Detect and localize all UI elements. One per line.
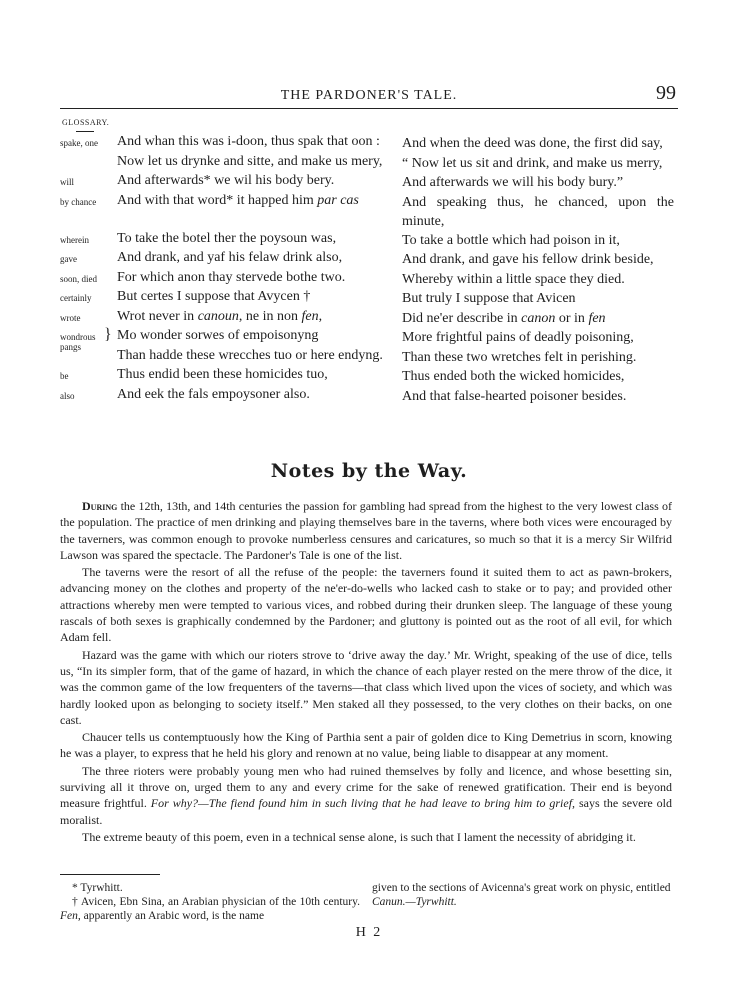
footnote-text: † Avicen, Ebn Sina, an Arabian physician of the 10th century.: [72, 896, 360, 908]
middle-english-line: Mo wonder sorwes of empoisonyng: [117, 328, 319, 343]
footnote-text: apparently an Arabic word, is the name: [80, 910, 265, 922]
modern-english-line: And speaking thus, he chanced, upon the minute,: [402, 194, 674, 229]
middle-english-line: And with that word* it happed him par cas: [117, 192, 359, 208]
poem-row: [0, 250, 738, 270]
header-rule: [60, 108, 678, 109]
gloss-note: soon, died: [60, 273, 97, 284]
drop-lead-word: During: [82, 499, 118, 513]
modern-english-line: To take a bottle which had poison in it,: [402, 232, 620, 248]
gloss-note: gave: [60, 254, 77, 264]
italic-quote: For why?—The fiend found him in such living that he had leave to bring him to grief,: [150, 796, 576, 811]
modern-english-line: Whereby within a little space they died.: [402, 271, 625, 287]
middle-english-line: Wrot never in canoun, ne in non fen,: [117, 308, 323, 324]
paragraph-text: The three rioters were probably young men who had ruined themselves by folly and licence, and whose besetting sin, surviving all it throve on, urged them to any and every crime for the sake of renewed gratification. Their end is beyond measure frightful.: [60, 763, 672, 811]
poem-section: [0, 134, 738, 406]
signature-mark: H 2: [355, 925, 383, 940]
glossary-heading: GLOSSARY.: [62, 118, 110, 127]
modern-english-line: And when the deed was done, the first did say,: [402, 136, 663, 151]
poem-row: [0, 326, 738, 352]
poem-row: [0, 289, 738, 309]
modern-english-line: “ Now let us sit and drink, and make us merry,: [402, 155, 663, 171]
modern-english-line: And that false-hearted poisoner besides.: [402, 388, 627, 404]
notes-paragraph: The extreme beauty of this poem, even in a technical sense alone, is such that I lament the necessity of abridging it.: [82, 829, 636, 844]
gloss-note: spake, one: [60, 138, 98, 148]
poem-row: [0, 348, 738, 368]
middle-english-line: And eek the fals empoysoner also.: [117, 386, 310, 402]
modern-english-line: And drank, and gave his fellow drink beside,: [402, 252, 654, 267]
footnote-italic: Fen,: [60, 910, 81, 922]
notes-paragraph: [60, 763, 672, 828]
gloss-note: by chance: [60, 196, 97, 207]
gloss-note: wrote: [60, 312, 81, 323]
gloss-note: will: [60, 177, 75, 187]
footnotes-left: [60, 881, 360, 923]
modern-english-line: But truly I suppose that Avicen: [402, 291, 576, 306]
gloss-note: be: [60, 371, 69, 381]
gloss-note: wondrous pangs: [60, 332, 96, 352]
gloss-note: certainly: [60, 293, 92, 303]
middle-english-line: Now let us drynke and sitte, and make us mery,: [117, 153, 383, 169]
poem-row: [0, 270, 738, 290]
paragraph-text: says the severe old moralist.: [60, 796, 672, 827]
poem-row: [0, 367, 738, 387]
modern-english-line: Than these two wretches felt in perishing.: [402, 349, 637, 365]
middle-english-line: To take the botel ther the poysoun was,: [117, 230, 337, 246]
modern-english-line: More frightful pains of deadly poisoning,: [402, 330, 634, 345]
middle-english-line: But certes I suppose that Avycen †: [117, 289, 311, 304]
poem-row: [0, 387, 738, 407]
paragraph-text: the 12th, 13th, and 14th centuries the passion for gambling had spread from the highest to the very lowest class of the population. The practice of men drinking and playing themselves bare in the taverns, where both vices were encouraged by the taverners, was common enough to provoke numberless censures and caricatures, so much so that it is a mercy Sir Wilfrid Lawson was spared the spectacle. The Pardoner's Tale is one of the list.: [60, 499, 672, 562]
middle-english-line: Thus endid been these homicides tuo,: [117, 367, 328, 382]
modern-english-line: Did ne'er describe in canon or in fen: [402, 310, 606, 326]
middle-english-line: Than hadde these wrecches tuo or here endyng.: [117, 347, 383, 363]
notes-body: [60, 498, 672, 846]
footnotes-right: [372, 881, 672, 909]
footnote-text: given to the sections of Avicenna's great work on physic, entitled: [372, 882, 671, 894]
footnote: * Tyrwhitt.: [72, 882, 123, 894]
poem-row: [0, 231, 738, 251]
running-header: THE PARDONER'S TALE.: [280, 88, 458, 103]
poem-row: [0, 173, 738, 193]
modern-english-line: And afterwards we will his body bury.”: [402, 175, 624, 190]
middle-english-line: And afterwards* we wil his body bery.: [117, 173, 335, 188]
notes-paragraph: [60, 498, 672, 563]
notes-paragraph: The taverns were the resort of all the refuse of the people: the taverners found it suited them to act as pawn-brokers, advancing money on the clothes and property of the ne'er-do-wells who lacked cash to stake or to pay; and provided other attractions whereby men were tempted to various vices, and robbed during their drunken sleep. The language of these young rascals of both sexes is graphically condemned by the Pardoner; and gluttony is pointed out as the root of all evil, for which Adam fell.: [60, 565, 672, 645]
glossary-rule: [76, 131, 94, 132]
poem-row: [0, 134, 738, 154]
footnote-italic: Canun.—Tyrwhitt.: [372, 896, 457, 908]
middle-english-line: For which anon thay stervede bothe two.: [117, 269, 346, 285]
poem-row: [0, 193, 738, 231]
poem-row: [0, 154, 738, 174]
page-number: 99: [656, 82, 676, 104]
footnote-rule: [60, 874, 160, 875]
section-title: Notes by the Way.: [270, 460, 468, 482]
middle-english-line: And drank, and yaf his felaw drink also,: [117, 250, 343, 265]
middle-english-line: And whan this was i-doon, thus spak that oon :: [117, 134, 380, 149]
brace-icon: }: [104, 326, 112, 343]
footnote: [60, 895, 360, 923]
notes-paragraph: Hazard was the game with which our rioters strove to ‘drive away the day.’ Mr. Wright, speaking of the use of dice, tells us, “In its simpler form, that of the game of hazard, in which the chance of each player rested on the mere throw of the dice, it was the common game of the low frequenters of the taverns—that class which lived upon the vices of society, and which was hardly looked upon as belonging to society itself.” Men staked all they possessed, to the very clothes on their backs, on one cast.: [60, 647, 672, 727]
notes-paragraph: Chaucer tells us contemptuously how the King of Parthia sent a pair of golden dice to King Demetrius in scorn, knowing he was a player, to express that he held his glory and renown at no value, being liable to disappear at any moment.: [60, 730, 672, 761]
gloss-note: wherein: [60, 234, 89, 245]
modern-english-line: Thus ended both the wicked homicides,: [402, 369, 625, 384]
gloss-note: also: [60, 390, 75, 401]
